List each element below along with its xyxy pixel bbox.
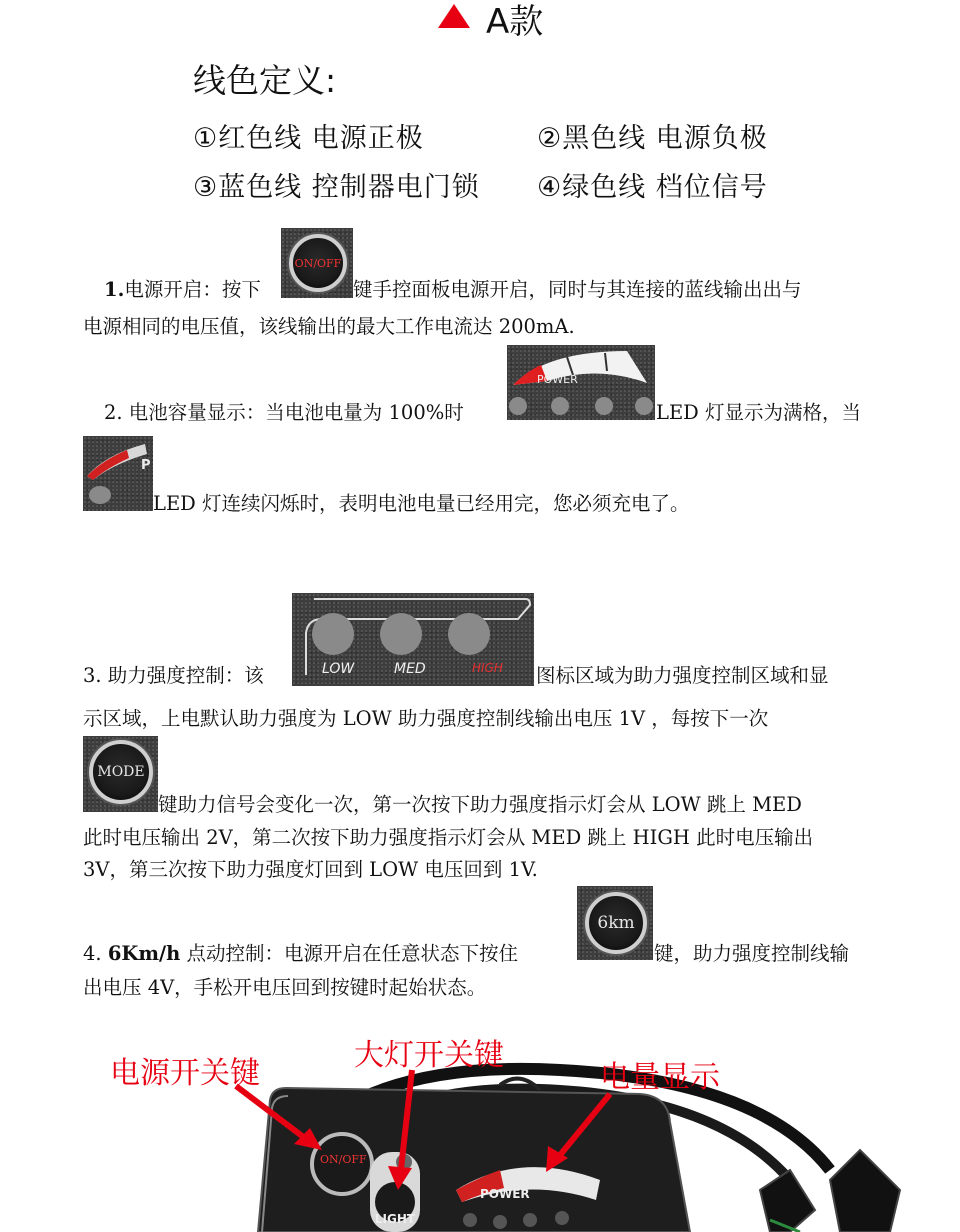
wire-item-blue: ③蓝色线 控制器电门锁: [193, 172, 480, 203]
callout-power-switch: 电源开关键: [110, 1056, 260, 1091]
assist-led-low: [312, 613, 354, 655]
callout-light-switch: 大灯开关键: [354, 1038, 504, 1073]
battery-empty-photo: [83, 436, 153, 511]
battery-led-3: [595, 397, 613, 415]
assist-led-high: [448, 613, 490, 655]
power-gauge-icon: [507, 345, 655, 420]
onoff-button-photo: [281, 228, 353, 298]
battery-full-photo: [507, 345, 655, 420]
section-4-speed: 6Km/h: [107, 942, 181, 965]
section-3-line-1b: 图标区域为助力强度控制区域和显: [536, 664, 829, 687]
battery-led-1: [509, 397, 527, 415]
battery-led-flashing: [89, 486, 111, 504]
wire-item-red: ①红色线 电源正极: [193, 123, 424, 154]
section-3-line-4: 此时电压输出 2V，第二次按下助力强度指示灯会从 MED 跳上 HIGH 此时电压输出: [83, 826, 814, 849]
section-3-line-1a: 3. 助力强度控制：该: [83, 664, 264, 687]
callout-battery-display: 电量显示: [600, 1060, 720, 1095]
section-4-number: 4.: [83, 942, 102, 965]
triangle-icon: [438, 4, 470, 28]
section-1-line-2: 电源相同的电压值，该线输出的最大工作电流达 200mA.: [83, 315, 575, 338]
section-4-line-2: 出电压 4V，手松开电压回到按键时起始状态。: [83, 976, 487, 999]
page-title: A款: [486, 2, 544, 42]
battery-led-2: [551, 397, 569, 415]
power-label: POWER: [537, 373, 578, 386]
level-low-label: LOW: [322, 661, 355, 677]
section-2-line-2: LED 灯连续闪烁时，表明电池电量已经用完，您必须充电了。: [153, 492, 690, 515]
assist-led-med: [380, 613, 422, 655]
section-4-line-1a: [83, 937, 518, 970]
section-3-line-2: 示区域，上电默认助力强度为 LOW 助力强度控制线输出电压 1V ，每按下一次: [83, 707, 769, 730]
p-label: P: [141, 458, 151, 473]
panel-power-label: POWER: [480, 1187, 530, 1201]
wire-item-green: ④绿色线 档位信号: [537, 172, 768, 203]
onoff-button-on-panel: ON/OFF: [320, 1153, 367, 1166]
wire-color-heading: 线色定义:: [193, 61, 337, 100]
section-1-line-1b: 键手控面板电源开启，同时与其连接的蓝线输出出与: [353, 278, 802, 301]
section-1-line-1a: [104, 273, 261, 306]
section-3-line-3: 键助力信号会变化一次，第一次按下助力强度指示灯会从 LOW 跳上 MED: [158, 793, 802, 816]
section-1-text-a: 电源开启：按下: [124, 278, 261, 301]
mode-button-icon: MODE: [89, 740, 153, 804]
level-high-label: HIGH: [472, 661, 503, 675]
section-4-text-a: 点动控制：电源开启在任意状态下按住: [186, 942, 518, 965]
mode-button-photo: [83, 736, 158, 812]
assist-level-photo: [292, 593, 534, 686]
sixkm-button-icon: 6km: [585, 892, 647, 954]
battery-led-4: [635, 397, 653, 415]
sixkm-button-photo: [577, 886, 653, 960]
section-3-line-5: 3V，第三次按下助力强度灯回到 LOW 电压回到 1V.: [83, 858, 538, 881]
wire-item-black: ②黑色线 电源负极: [537, 123, 768, 154]
section-2-line-1b: LED 灯显示为满格，当: [656, 401, 862, 424]
section-4-line-1b: 键，助力强度控制线输: [654, 942, 850, 965]
section-1-number: 1.: [104, 278, 125, 301]
light-button-label: LIGHT: [374, 1212, 416, 1226]
onoff-button-icon: ON/OFF: [289, 234, 347, 292]
level-med-label: MED: [394, 661, 426, 677]
section-2-line-1a: 2. 电池容量显示：当电池电量为 100%时: [104, 401, 464, 424]
